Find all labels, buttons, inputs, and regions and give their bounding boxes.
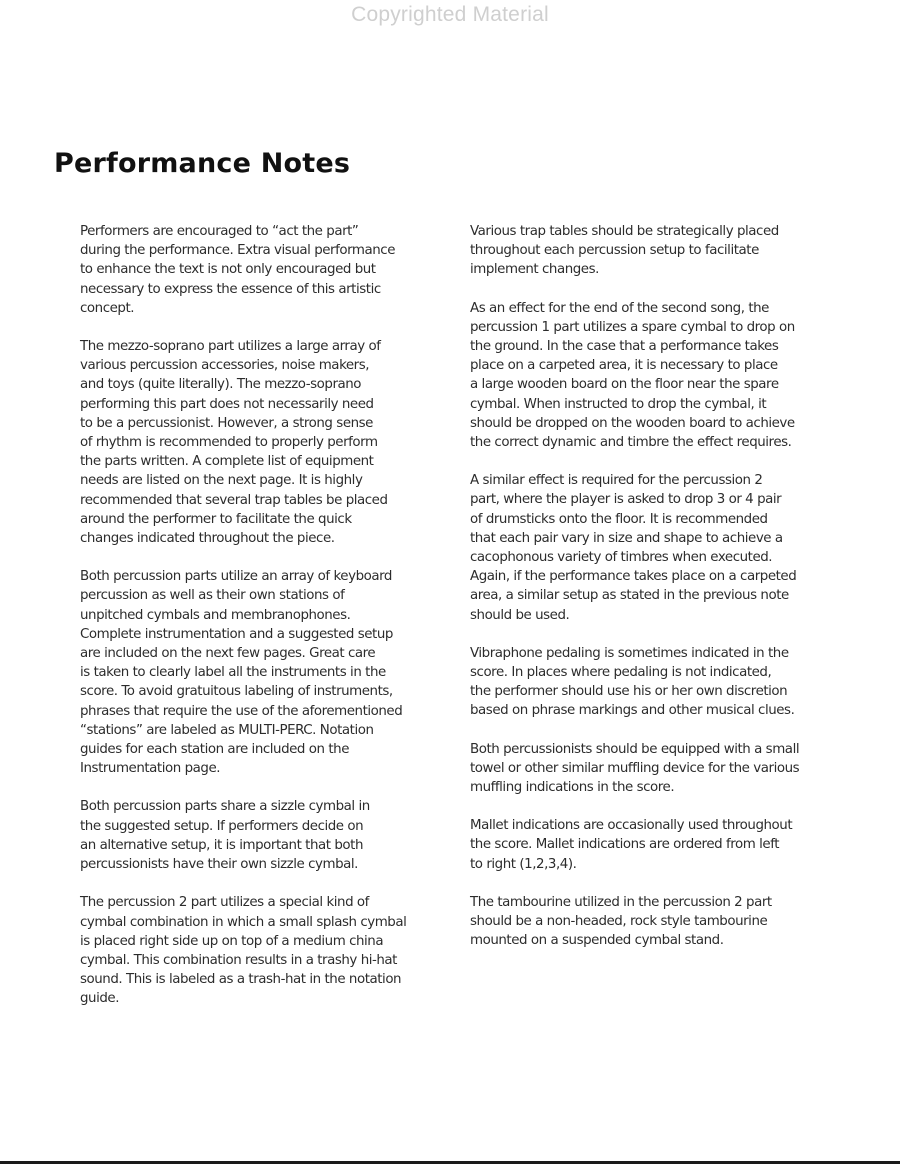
paragraph (470, 222, 830, 280)
paragraph (470, 644, 830, 721)
paragraph (80, 797, 440, 874)
text-line: that each pair vary in size and shape to achieve a (470, 530, 783, 546)
text-line: mounted on a suspended cymbal stand. (470, 933, 724, 949)
text-line: The mezzo-soprano part utilizes a large array of (80, 339, 381, 355)
text-line: guide. (80, 991, 120, 1007)
text-line: The percussion 2 part utilizes a special kind of (80, 895, 369, 911)
paragraph (470, 816, 830, 874)
text-line: As an effect for the end of the second song, the (470, 300, 769, 316)
text-line: to enhance the text is not only encouraged but (80, 262, 376, 278)
text-line: of rhythm is recommended to properly perform (80, 435, 378, 451)
text-line: part, where the player is asked to drop 3 or 4 pair (470, 492, 782, 508)
left-column (80, 222, 440, 1028)
paragraph (80, 222, 440, 318)
text-line: unpitched cymbals and membranophones. (80, 607, 351, 623)
text-line: score. To avoid gratuitous labeling of instruments, (80, 684, 393, 700)
text-line: to right (1,2,3,4). (470, 856, 577, 872)
text-line: needs are listed on the next page. It is highly (80, 473, 363, 489)
text-line: is taken to clearly label all the instruments in the (80, 665, 386, 681)
paragraph (470, 740, 830, 798)
text-line: a large wooden board on the floor near the spare (470, 377, 779, 393)
text-line: percussion 1 part utilizes a spare cymbal to drop on (470, 319, 795, 335)
text-line: around the performer to facilitate the quick (80, 511, 352, 527)
text-line: to be a percussionist. However, a strong sense (80, 415, 373, 431)
text-line: concept. (80, 300, 135, 316)
text-line: Various trap tables should be strategically placed (470, 224, 779, 239)
text-line: Vibraphone pedaling is sometimes indicated in the (470, 645, 789, 661)
text-line: performing this part does not necessarily need (80, 396, 374, 412)
text-line: Again, if the performance takes place on a carpeted (470, 569, 797, 585)
text-line: score. In places where pedaling is not indicated, (470, 665, 772, 681)
text-line: should be a non-headed, rock style tambourine (470, 914, 768, 930)
paragraph (80, 337, 440, 548)
text-line: the score. Mallet indications are ordered from left (470, 837, 780, 853)
text-line: cacophonous variety of timbres when executed. (470, 550, 773, 566)
text-line: changes indicated throughout the piece. (80, 531, 335, 547)
copyright-watermark: Copyrighted Material (351, 3, 549, 26)
text-line: recommended that several trap tables be placed (80, 492, 388, 508)
text-line: towel or other similar muffling device for the various (470, 760, 800, 776)
paragraph (80, 893, 440, 1008)
text-line: the performer should use his or her own discretion (470, 684, 788, 700)
text-line: during the performance. Extra visual performance (80, 243, 396, 259)
page-title: Performance Notes (54, 148, 351, 179)
text-line: Both percussionists should be equipped with a small (470, 741, 800, 757)
paragraph (470, 893, 830, 951)
right-column (470, 222, 830, 970)
text-line: of drumsticks onto the floor. It is recommended (470, 511, 768, 527)
text-line: sound. This is labeled as a trash-hat in the notation (80, 972, 402, 988)
text-line: A similar effect is required for the percussion 2 (470, 473, 763, 489)
text-line: various percussion accessories, noise makers, (80, 358, 370, 374)
text-line: should be used. (470, 607, 570, 623)
text-line: area, a similar setup as stated in the previous note (470, 588, 789, 604)
text-line: the correct dynamic and timbre the effect requires. (470, 435, 792, 451)
text-line: muffling indications in the score. (470, 780, 675, 796)
text-line: is placed right side up on top of a medium china (80, 933, 384, 949)
text-line: the ground. In the case that a performance takes (470, 339, 779, 355)
text-line: cymbal. This combination results in a trashy hi-hat (80, 952, 397, 968)
text-line: Instrumentation page. (80, 761, 221, 777)
text-line: Complete instrumentation and a suggested setup (80, 626, 393, 642)
paragraph (80, 567, 440, 778)
text-line: implement changes. (470, 262, 599, 278)
text-line: phrases that require the use of the aforementioned (80, 703, 403, 719)
text-line: percussion as well as their own stations of (80, 588, 345, 604)
text-line: the suggested setup. If performers decide on (80, 818, 364, 834)
text-line: percussionists have their own sizzle cymbal. (80, 857, 358, 873)
text-line: place on a carpeted area, it is necessary to place (470, 358, 778, 374)
text-line: should be dropped on the wooden board to achieve (470, 415, 795, 431)
text-line: based on phrase markings and other musical clues. (470, 703, 795, 719)
text-line: throughout each percussion setup to facilitate (470, 243, 759, 259)
text-line: cymbal combination in which a small splash cymbal (80, 914, 407, 930)
paragraph (470, 299, 830, 453)
text-line: are included on the next few pages. Great care (80, 646, 376, 662)
text-line: The tambourine utilized in the percussion 2 part (470, 894, 772, 910)
text-line: Both percussion parts share a sizzle cymbal in (80, 799, 370, 815)
text-line: cymbal. When instructed to drop the cymbal, it (470, 396, 767, 412)
text-line: the parts written. A complete list of equipment (80, 454, 374, 470)
text-line: Mallet indications are occasionally used throughout (470, 818, 793, 834)
paragraph (470, 471, 830, 625)
text-line: Both percussion parts utilize an array of keyboard (80, 569, 392, 585)
text-line: necessary to express the essence of this artistic (80, 281, 381, 297)
text-line: “stations” are labeled as MULTI-PERC. Notation (80, 722, 374, 738)
text-line: an alternative setup, it is important that both (80, 837, 364, 853)
text-line: guides for each station are included on the (80, 742, 349, 758)
text-line: and toys (quite literally). The mezzo-soprano (80, 377, 362, 393)
text-line: Performers are encouraged to “act the part” (80, 224, 359, 239)
